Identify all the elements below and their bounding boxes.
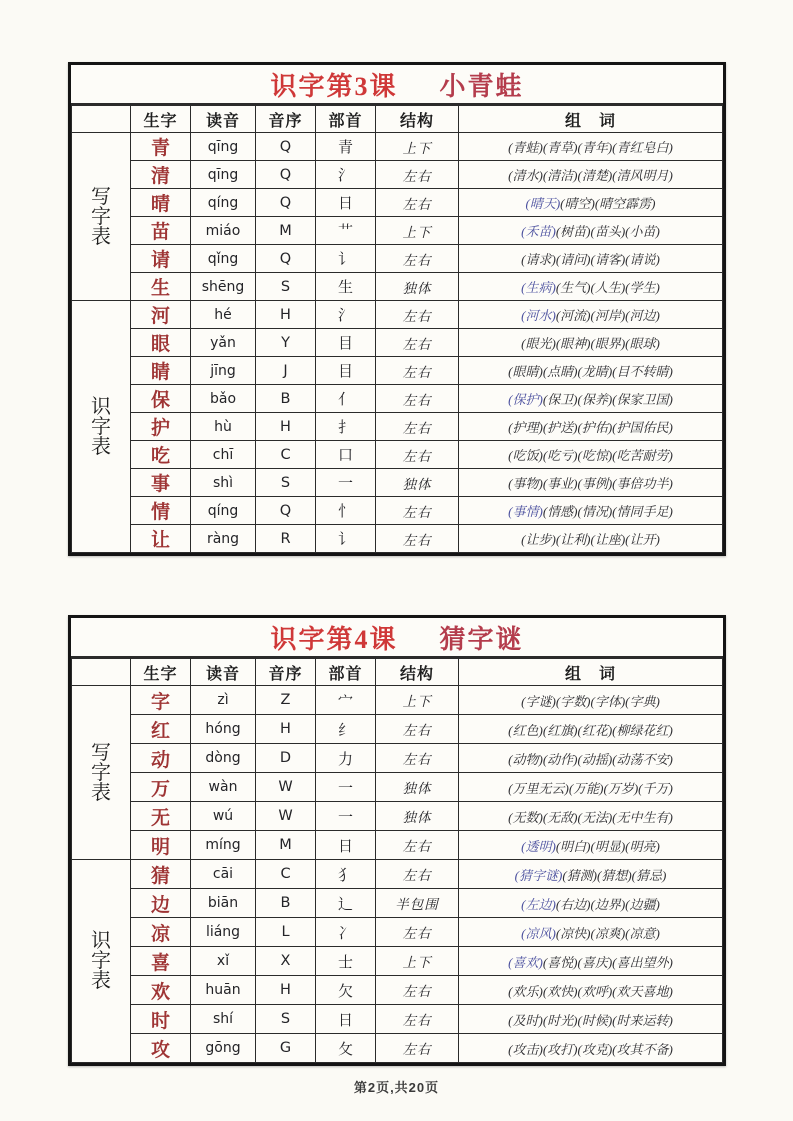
word-groups-cell: (喜欢)(喜悦)(喜庆)(喜出望外): [459, 947, 723, 976]
structure-cell: 独体: [376, 773, 459, 802]
alphabetical-initial-cell: X: [256, 947, 316, 976]
radical-cell: 攵: [316, 1034, 376, 1063]
alphabetical-initial-cell: J: [256, 357, 316, 385]
table-row: [72, 831, 723, 860]
table-row: [72, 161, 723, 189]
structure-cell: 上下: [376, 686, 459, 715]
structure-cell: 左右: [376, 918, 459, 947]
radical-cell: 青: [316, 133, 376, 161]
word-groups-cell: (透明)(明白)(明显)(明亮): [459, 831, 723, 860]
lesson-card-4: [68, 615, 726, 1066]
pinyin-cell: shí: [191, 1005, 256, 1034]
lesson-title-name: 猜字谜: [439, 624, 524, 654]
new-character-cell: 字: [131, 686, 191, 715]
radical-cell: 一: [316, 773, 376, 802]
word-groups-cell: (吃饭)(吃亏)(吃惊)(吃苦耐劳): [459, 441, 723, 469]
radical-cell: 讠: [316, 245, 376, 273]
pinyin-cell: cāi: [191, 860, 256, 889]
new-character-cell: 情: [131, 497, 191, 525]
pinyin-cell: xǐ: [191, 947, 256, 976]
alphabetical-initial-cell: S: [256, 273, 316, 301]
word-groups-cell: (请求)(请问)(请客)(请说): [459, 245, 723, 273]
new-character-cell: 让: [131, 525, 191, 553]
radical-cell: 口: [316, 441, 376, 469]
radical-cell: 力: [316, 744, 376, 773]
alphabetical-initial-cell: H: [256, 301, 316, 329]
table-row: [72, 469, 723, 497]
table-row: [72, 889, 723, 918]
alphabetical-initial-cell: H: [256, 413, 316, 441]
radical-cell: 艹: [316, 217, 376, 245]
column-header-5: 组 词: [459, 106, 723, 133]
structure-cell: 左右: [376, 413, 459, 441]
alphabetical-initial-cell: M: [256, 831, 316, 860]
table-row: [72, 189, 723, 217]
new-character-cell: 猜: [131, 860, 191, 889]
pinyin-cell: hé: [191, 301, 256, 329]
alphabetical-initial-cell: G: [256, 1034, 316, 1063]
radical-cell: 犭: [316, 860, 376, 889]
pinyin-cell: qīng: [191, 161, 256, 189]
table-row: [72, 385, 723, 413]
new-character-cell: 明: [131, 831, 191, 860]
alphabetical-initial-cell: Q: [256, 161, 316, 189]
pinyin-cell: biān: [191, 889, 256, 918]
table-row: [72, 301, 723, 329]
word-groups-cell: (保护)(保卫)(保养)(保家卫国): [459, 385, 723, 413]
column-header-3: 部首: [316, 659, 376, 686]
table-row: [72, 217, 723, 245]
word-groups-cell: (清水)(清洁)(清楚)(清风明月): [459, 161, 723, 189]
word-groups-cell: (青蛙)(青草)(青年)(青红皂白): [459, 133, 723, 161]
lesson-title-prefix: 识字第3课: [270, 71, 398, 101]
table-row: [72, 802, 723, 831]
structure-cell: 左右: [376, 831, 459, 860]
alphabetical-initial-cell: S: [256, 1005, 316, 1034]
table-row: [72, 329, 723, 357]
radical-cell: 冫: [316, 918, 376, 947]
word-groups-cell: (晴天)(晴空)(晴空霹雳): [459, 189, 723, 217]
lesson-card-3: [68, 62, 726, 556]
new-character-cell: 请: [131, 245, 191, 273]
word-groups-cell: (眼睛)(点睛)(龙睛)(目不转睛): [459, 357, 723, 385]
structure-cell: 上下: [376, 217, 459, 245]
column-header-4: 结构: [376, 106, 459, 133]
radical-cell: 纟: [316, 715, 376, 744]
vocab-table-lesson-4: [71, 658, 723, 1063]
word-groups-cell: (欢乐)(欢快)(欢呼)(欢天喜地): [459, 976, 723, 1005]
radical-cell: 忄: [316, 497, 376, 525]
new-character-cell: 护: [131, 413, 191, 441]
alphabetical-initial-cell: R: [256, 525, 316, 553]
pinyin-cell: huān: [191, 976, 256, 1005]
pinyin-cell: shēng: [191, 273, 256, 301]
pinyin-cell: jīng: [191, 357, 256, 385]
pinyin-cell: dòng: [191, 744, 256, 773]
table-row: [72, 860, 723, 889]
structure-cell: 左右: [376, 1034, 459, 1063]
structure-cell: 左右: [376, 1005, 459, 1034]
radical-cell: 一: [316, 802, 376, 831]
lesson-title: [71, 618, 723, 658]
structure-cell: 左右: [376, 161, 459, 189]
structure-cell: 独体: [376, 273, 459, 301]
lesson-title-prefix: 识字第4课: [270, 624, 398, 654]
pinyin-cell: qǐng: [191, 245, 256, 273]
structure-cell: 独体: [376, 802, 459, 831]
new-character-cell: 喜: [131, 947, 191, 976]
alphabetical-initial-cell: W: [256, 773, 316, 802]
alphabetical-initial-cell: Q: [256, 245, 316, 273]
pinyin-cell: yǎn: [191, 329, 256, 357]
pinyin-cell: shì: [191, 469, 256, 497]
structure-cell: 上下: [376, 947, 459, 976]
radical-cell: 氵: [316, 161, 376, 189]
column-header-2: 音序: [256, 106, 316, 133]
header-row: [72, 659, 723, 686]
word-groups-cell: (攻击)(攻打)(攻克)(攻其不备): [459, 1034, 723, 1063]
new-character-cell: 河: [131, 301, 191, 329]
structure-cell: 左右: [376, 329, 459, 357]
radical-cell: 亻: [316, 385, 376, 413]
structure-cell: 左右: [376, 525, 459, 553]
word-groups-cell: (万里无云)(万能)(万岁)(千万): [459, 773, 723, 802]
word-groups-cell: (及时)(时光)(时候)(时来运转): [459, 1005, 723, 1034]
radical-cell: 生: [316, 273, 376, 301]
table-row: [72, 773, 723, 802]
structure-cell: 左右: [376, 385, 459, 413]
radical-cell: 目: [316, 329, 376, 357]
new-character-cell: 清: [131, 161, 191, 189]
new-character-cell: 凉: [131, 918, 191, 947]
column-header-3: 部首: [316, 106, 376, 133]
word-groups-cell: (凉风)(凉快)(凉爽)(凉意): [459, 918, 723, 947]
pinyin-cell: qíng: [191, 189, 256, 217]
structure-cell: 左右: [376, 301, 459, 329]
new-character-cell: 时: [131, 1005, 191, 1034]
structure-cell: 左右: [376, 497, 459, 525]
column-header-2: 音序: [256, 659, 316, 686]
section-label: 识 字 表: [72, 860, 131, 1063]
alphabetical-initial-cell: W: [256, 802, 316, 831]
structure-cell: 左右: [376, 744, 459, 773]
label-column-header: [72, 106, 131, 133]
alphabetical-initial-cell: Q: [256, 497, 316, 525]
pinyin-cell: chī: [191, 441, 256, 469]
new-character-cell: 红: [131, 715, 191, 744]
structure-cell: 左右: [376, 976, 459, 1005]
word-groups-cell: (事物)(事业)(事例)(事倍功半): [459, 469, 723, 497]
structure-cell: 左右: [376, 715, 459, 744]
pinyin-cell: wú: [191, 802, 256, 831]
word-groups-cell: (事情)(情感)(情况)(情同手足): [459, 497, 723, 525]
word-groups-cell: (红色)(红旗)(红花)(柳绿花红): [459, 715, 723, 744]
lesson-title: [71, 65, 723, 105]
pinyin-cell: hóng: [191, 715, 256, 744]
new-character-cell: 眼: [131, 329, 191, 357]
table-row: [72, 976, 723, 1005]
table-row: [72, 441, 723, 469]
radical-cell: 扌: [316, 413, 376, 441]
word-groups-cell: (河水)(河流)(河岸)(河边): [459, 301, 723, 329]
pinyin-cell: qíng: [191, 497, 256, 525]
table-row: [72, 715, 723, 744]
radical-cell: 目: [316, 357, 376, 385]
radical-cell: 日: [316, 189, 376, 217]
radical-cell: 辶: [316, 889, 376, 918]
word-groups-cell: (禾苗)(树苗)(苗头)(小苗): [459, 217, 723, 245]
structure-cell: 左右: [376, 860, 459, 889]
alphabetical-initial-cell: B: [256, 385, 316, 413]
radical-cell: 讠: [316, 525, 376, 553]
new-character-cell: 事: [131, 469, 191, 497]
structure-cell: 左右: [376, 357, 459, 385]
structure-cell: 左右: [376, 441, 459, 469]
word-groups-cell: (让步)(让利)(让座)(让开): [459, 525, 723, 553]
pinyin-cell: wàn: [191, 773, 256, 802]
vocab-table-lesson-3: [71, 105, 723, 553]
table-row: [72, 497, 723, 525]
new-character-cell: 青: [131, 133, 191, 161]
radical-cell: 欠: [316, 976, 376, 1005]
alphabetical-initial-cell: H: [256, 976, 316, 1005]
table-row: [72, 744, 723, 773]
section-label: 写 字 表: [72, 133, 131, 301]
section-label: 写 字 表: [72, 686, 131, 860]
word-groups-cell: (生病)(生气)(人生)(学生): [459, 273, 723, 301]
radical-cell: 一: [316, 469, 376, 497]
new-character-cell: 边: [131, 889, 191, 918]
column-header-5: 组 词: [459, 659, 723, 686]
pinyin-cell: hù: [191, 413, 256, 441]
new-character-cell: 保: [131, 385, 191, 413]
alphabetical-initial-cell: D: [256, 744, 316, 773]
structure-cell: 独体: [376, 469, 459, 497]
alphabetical-initial-cell: M: [256, 217, 316, 245]
column-header-1: 读音: [191, 106, 256, 133]
radical-cell: 氵: [316, 301, 376, 329]
structure-cell: 半包围: [376, 889, 459, 918]
new-character-cell: 睛: [131, 357, 191, 385]
word-groups-cell: (猜字谜)(猜测)(猜想)(猜忌): [459, 860, 723, 889]
column-header-1: 读音: [191, 659, 256, 686]
column-header-0: 生字: [131, 106, 191, 133]
new-character-cell: 晴: [131, 189, 191, 217]
pinyin-cell: miáo: [191, 217, 256, 245]
new-character-cell: 动: [131, 744, 191, 773]
table-row: [72, 1034, 723, 1063]
pinyin-cell: qīng: [191, 133, 256, 161]
page-number: 第2页,共20页: [353, 1080, 440, 1095]
pinyin-cell: gōng: [191, 1034, 256, 1063]
new-character-cell: 生: [131, 273, 191, 301]
section-label: 识 字 表: [72, 301, 131, 553]
table-row: [72, 918, 723, 947]
radical-cell: 日: [316, 831, 376, 860]
word-groups-cell: (字谜)(字数)(字体)(字典): [459, 686, 723, 715]
table-row: [72, 947, 723, 976]
radical-cell: 宀: [316, 686, 376, 715]
structure-cell: 左右: [376, 189, 459, 217]
radical-cell: 士: [316, 947, 376, 976]
new-character-cell: 攻: [131, 1034, 191, 1063]
pinyin-cell: ràng: [191, 525, 256, 553]
pinyin-cell: míng: [191, 831, 256, 860]
word-groups-cell: (左边)(右边)(边界)(边疆): [459, 889, 723, 918]
word-groups-cell: (护理)(护送)(护佑)(护国佑民): [459, 413, 723, 441]
alphabetical-initial-cell: Q: [256, 133, 316, 161]
column-header-0: 生字: [131, 659, 191, 686]
alphabetical-initial-cell: B: [256, 889, 316, 918]
pinyin-cell: liáng: [191, 918, 256, 947]
table-row: [72, 686, 723, 715]
table-row: [72, 413, 723, 441]
table-row: [72, 273, 723, 301]
table-row: [72, 133, 723, 161]
radical-cell: 日: [316, 1005, 376, 1034]
new-character-cell: 欢: [131, 976, 191, 1005]
new-character-cell: 无: [131, 802, 191, 831]
word-groups-cell: (动物)(动作)(动摇)(动荡不安): [459, 744, 723, 773]
alphabetical-initial-cell: C: [256, 860, 316, 889]
column-header-4: 结构: [376, 659, 459, 686]
new-character-cell: 苗: [131, 217, 191, 245]
alphabetical-initial-cell: L: [256, 918, 316, 947]
alphabetical-initial-cell: H: [256, 715, 316, 744]
lesson-title-name: 小青蛙: [439, 71, 524, 101]
alphabetical-initial-cell: S: [256, 469, 316, 497]
structure-cell: 左右: [376, 245, 459, 273]
alphabetical-initial-cell: C: [256, 441, 316, 469]
alphabetical-initial-cell: Q: [256, 189, 316, 217]
word-groups-cell: (眼光)(眼神)(眼界)(眼球): [459, 329, 723, 357]
new-character-cell: 万: [131, 773, 191, 802]
pinyin-cell: bǎo: [191, 385, 256, 413]
alphabetical-initial-cell: Y: [256, 329, 316, 357]
structure-cell: 上下: [376, 133, 459, 161]
table-row: [72, 525, 723, 553]
table-row: [72, 245, 723, 273]
word-groups-cell: (无数)(无敌)(无法)(无中生有): [459, 802, 723, 831]
new-character-cell: 吃: [131, 441, 191, 469]
table-row: [72, 357, 723, 385]
label-column-header: [72, 659, 131, 686]
table-row: [72, 1005, 723, 1034]
alphabetical-initial-cell: Z: [256, 686, 316, 715]
pinyin-cell: zì: [191, 686, 256, 715]
header-row: [72, 106, 723, 133]
